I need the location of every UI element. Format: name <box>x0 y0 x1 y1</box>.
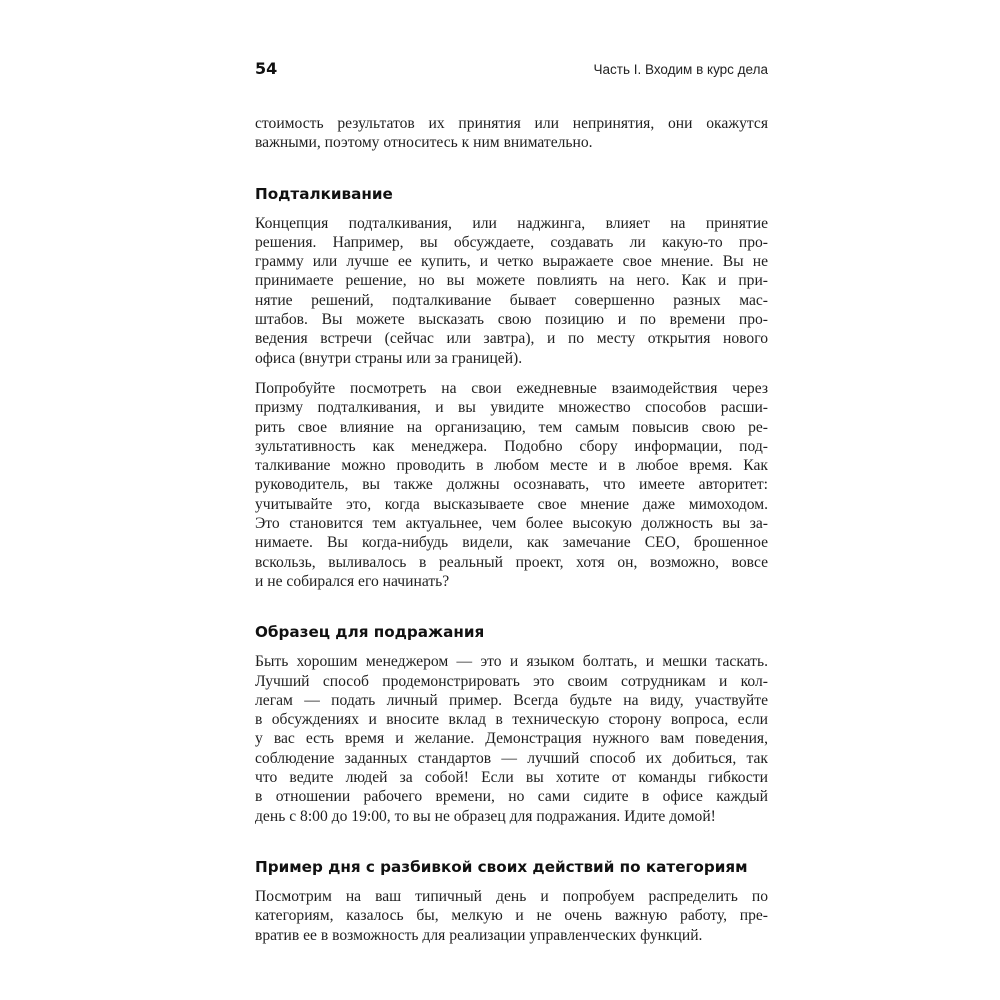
text-line: руководитель, вы также должны осознавать, что имеете авторитет: <box>255 476 768 494</box>
paragraph <box>255 887 768 945</box>
text-line: вскользь, выливалось в реальный проект, хотя он, возможно, вовсе <box>255 553 768 571</box>
running-title: Часть I. Входим в курс дела <box>593 62 768 77</box>
book-page <box>255 0 768 1000</box>
text-line: принимаете решение, но вы можете повлиять на него. Как и при- <box>255 272 768 290</box>
text-line: рить свое влияние на организацию, тем самым повысив свою ре- <box>255 418 768 436</box>
text-line: в обсуждениях и вносите вклад в техническую сторону вопроса, если <box>255 711 768 729</box>
text-line: грамму или лучше ее купить, и четко выражаете свое мнение. Вы не <box>255 253 768 271</box>
text-line: учитывайте это, когда высказываете свое мнение даже мимоходом. <box>255 495 768 513</box>
text-line: категориям, казалось бы, мелкую и не очень важную работу, пре- <box>255 907 768 925</box>
text-line: штабов. Вы можете высказать свою позицию и по времени про- <box>255 311 768 329</box>
text-line: Посмотрим на ваш типичный день и попробуем распределить по <box>255 887 768 905</box>
text-line: стоимость результатов их принятия или непринятия, они окажутся <box>255 115 768 132</box>
text-line: соблюдение заданных стандартов — лучший способ их добиться, так <box>255 749 768 767</box>
body-text <box>255 114 768 945</box>
text-line: вратив ее в возможность для реализации управленческих функций. <box>255 926 703 944</box>
text-line: Лучший способ продемонстрировать это своим сотрудникам и кол- <box>255 672 768 690</box>
text-line: день с 8:00 до 19:00, то вы не образец для подражания. Идите домой! <box>255 807 716 825</box>
text-line: что ведите людей за собой! Если вы хотите от команды гибкости <box>255 769 768 787</box>
text-line: нимаете. Вы когда-нибудь видели, как замечание CEO, брошенное <box>255 534 768 552</box>
text-line: в отношении рабочего времени, но сами сидите в офисе каждый <box>255 788 768 806</box>
text-line: ведения встречи (сейчас или завтра), и по месту открытия нового <box>255 330 768 348</box>
text-line: Это становится тем актуальнее, чем более высокую должность вы за- <box>255 515 768 533</box>
section-heading: Подталкивание <box>255 184 393 203</box>
text-line: Попробуйте посмотреть на свои ежедневные взаимодействия через <box>255 379 768 397</box>
text-line: нятие решений, подталкивание бывает совершенно разных мас- <box>255 291 768 309</box>
text-line: офиса (внутри страны или за границей). <box>255 349 523 367</box>
text-line: призму подталкивания, и вы увидите множество способов расши- <box>255 399 768 417</box>
running-header <box>255 58 768 82</box>
text-line: и не собирался его начинать? <box>255 572 450 590</box>
section-heading: Образец для подражания <box>255 623 485 642</box>
text-line: Концепция подталкивания, или наджинга, влияет на принятие <box>255 214 768 232</box>
paragraph <box>255 214 768 368</box>
text-line: зультативность как менеджера. Подобно сбору информации, под- <box>255 437 768 455</box>
text-line: легам — подать личный пример. Всегда будьте на виду, участвуйте <box>255 691 768 709</box>
paragraph <box>255 114 768 153</box>
section-heading: Пример дня с разбивкой своих действий по категориям <box>255 857 748 876</box>
paragraph <box>255 652 768 826</box>
text-line: важными, поэтому относитесь к ним внимательно. <box>255 134 593 152</box>
text-line: Быть хорошим менеджером — это и языком болтать, и мешки таскать. <box>255 653 768 671</box>
text-line: талкивание можно проводить в любом месте и в любое время. Как <box>255 457 768 475</box>
paragraph <box>255 379 768 591</box>
text-line: у вас есть время и желание. Демонстрация нужного вам поведения, <box>255 730 768 748</box>
text-line: решения. Например, вы обсуждаете, создавать ли какую-то про- <box>255 233 768 251</box>
page-number: 54 <box>255 59 278 78</box>
